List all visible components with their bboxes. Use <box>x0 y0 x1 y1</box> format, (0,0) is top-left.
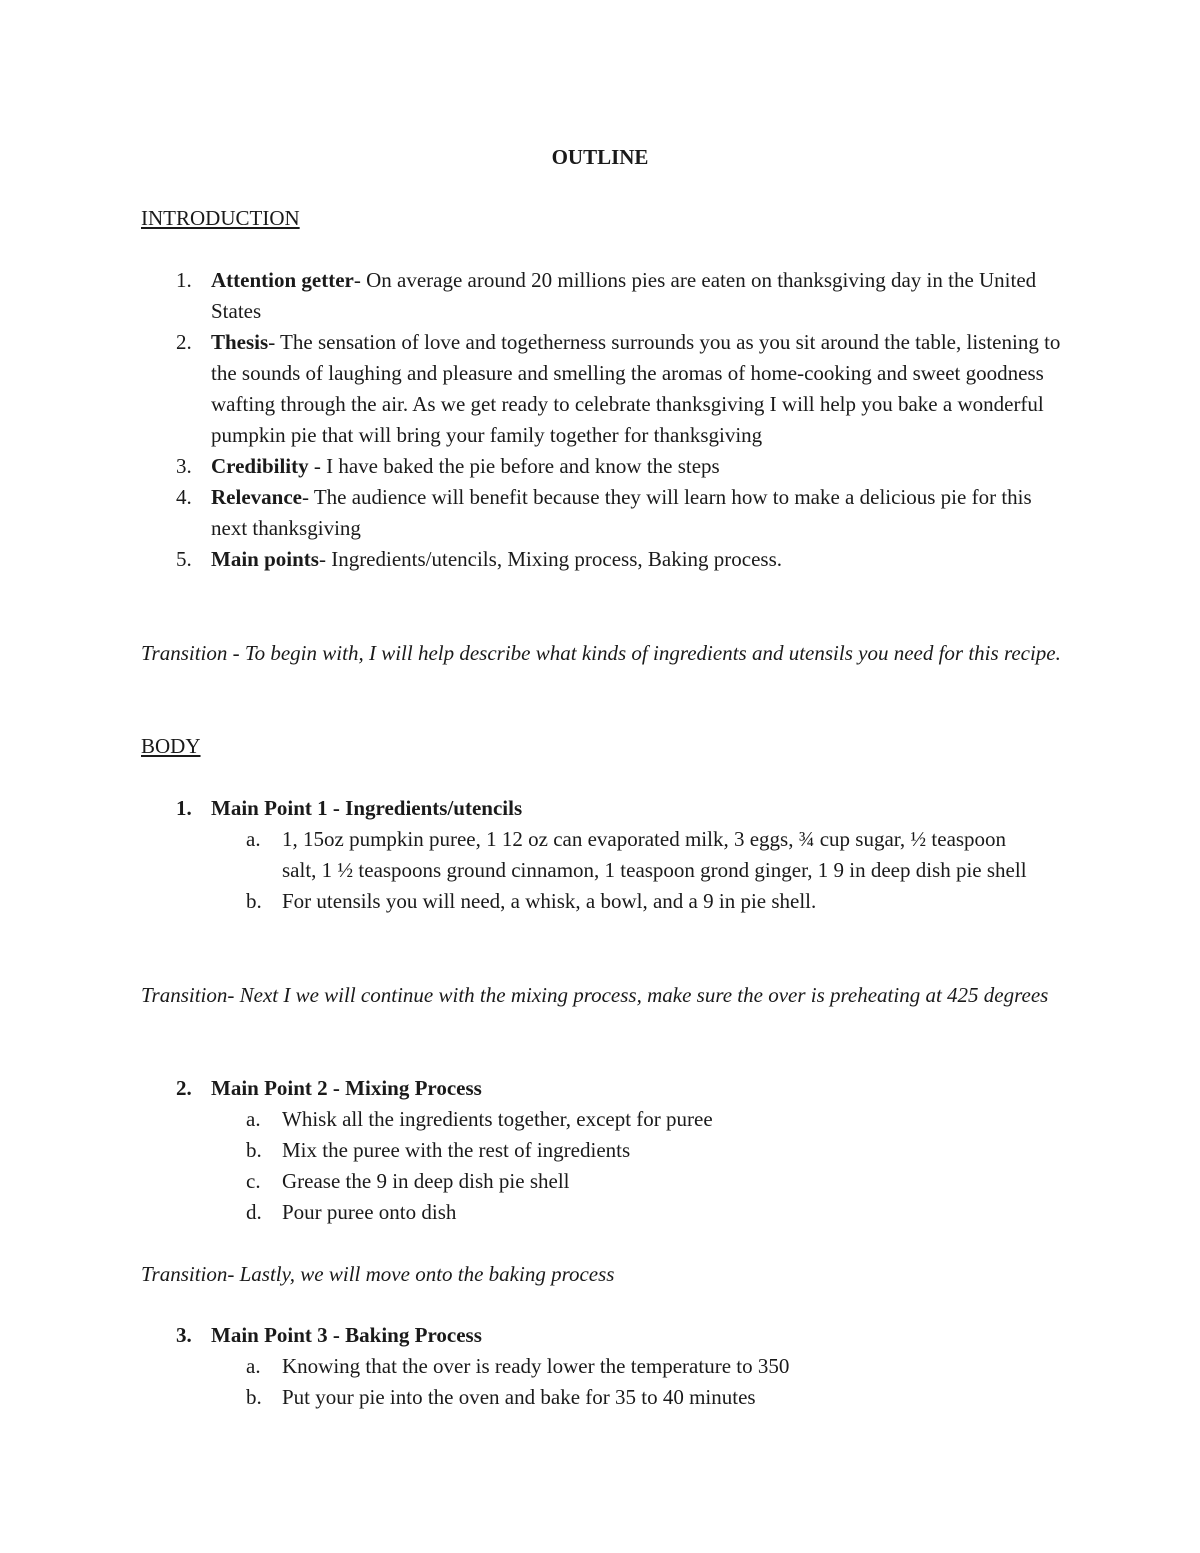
item-text: Knowing that the over is ready lower the temperature to 350 <box>282 1354 790 1378</box>
list-item <box>211 1351 1042 1382</box>
main-point-title: Main Point 2 - Mixing Process <box>211 1076 482 1100</box>
item-number: 2. <box>176 330 192 354</box>
item-text: Whisk all the ingredients together, except for puree <box>282 1107 713 1131</box>
main-point-title: Main Point 3 - Baking Process <box>211 1323 482 1347</box>
item-letter: b. <box>246 1385 262 1409</box>
main-point-1 <box>0 793 1100 917</box>
item-number: 3. <box>176 454 192 478</box>
list-item <box>211 1382 1042 1413</box>
page-title: OUTLINE <box>551 145 649 169</box>
list-item <box>211 1197 1042 1228</box>
item-letter: a. <box>246 1354 261 1378</box>
item-number: 1. <box>176 268 192 292</box>
item-label: Main points <box>211 547 319 571</box>
main-point-number: 1. <box>176 796 192 820</box>
main-point-title-row <box>0 1073 1100 1228</box>
item-letter: a. <box>246 1107 261 1131</box>
item-letter: b. <box>246 1138 262 1162</box>
list-item <box>0 327 1071 451</box>
main-point-sublist <box>211 1104 1100 1228</box>
item-text: Put your pie into the oven and bake for 35 to 40 minutes <box>282 1385 756 1409</box>
list-item <box>211 1104 1042 1135</box>
transition-text: Transition- Lastly, we will move onto the baking process <box>141 1262 615 1286</box>
item-letter: d. <box>246 1200 262 1224</box>
list-item <box>0 482 1071 544</box>
list-item <box>211 1135 1042 1166</box>
item-text: For utensils you will need, a whisk, a bowl, and a 9 in pie shell. <box>282 889 817 913</box>
item-text: Grease the 9 in deep dish pie shell <box>282 1169 570 1193</box>
item-text: - On average around 20 millions pies are eaten on thanksgiving day in the United States <box>211 268 1037 323</box>
item-letter: a. <box>246 827 261 851</box>
item-letter: c. <box>246 1169 261 1193</box>
item-text: - The audience will benefit because they will learn how to make a delicious pie for this next thanksgiving <box>211 485 1032 540</box>
item-letter: b. <box>246 889 262 913</box>
introduction-heading: INTRODUCTION <box>141 206 300 230</box>
item-label: Credibility <box>211 454 309 478</box>
item-text: - Ingredients/utencils, Mixing process, Baking process. <box>318 547 783 571</box>
main-point-2 <box>0 1073 1100 1228</box>
item-text: - I have baked the pie before and know the steps <box>308 454 720 478</box>
item-text: 1, 15oz pumpkin puree, 1 12 oz can evaporated milk, 3 eggs, ¾ cup sugar, ½ teaspoon salt, 1 ½ teaspoons ground cinnamon, 1 teaspoon grond ginger, 1 9 in deep dish pie shell <box>282 827 1027 882</box>
item-text: - The sensation of love and togetherness surrounds you as you sit around the table, listening to the sounds of laughing and pleasure and smelling the aromas of home-cooking and sweet goodness wafting through the air. As we get ready to celebrate thanksgiving I will help you bake a wonderful pumpkin pie that will bring your family together for thanksgiving <box>211 330 1061 447</box>
item-number: 5. <box>176 547 192 571</box>
main-point-sublist <box>211 1351 1100 1413</box>
item-text: Pour puree onto dish <box>282 1200 457 1224</box>
list-item <box>211 824 1042 886</box>
main-point-number: 2. <box>176 1076 192 1100</box>
list-item <box>0 265 1071 327</box>
list-item <box>211 886 1042 917</box>
item-label: Thesis <box>211 330 269 354</box>
main-point-3 <box>0 1320 1100 1413</box>
transition-text: Transition- Next I we will continue with the mixing process, make sure the over is preheating at 425 degrees <box>141 983 1049 1007</box>
main-point-number: 3. <box>176 1323 192 1347</box>
main-point-title-row <box>0 1320 1100 1413</box>
body-heading: BODY <box>141 734 201 758</box>
list-item <box>0 451 1071 482</box>
main-point-sublist <box>211 824 1100 917</box>
item-label: Attention getter <box>211 268 354 292</box>
item-text: Mix the puree with the rest of ingredients <box>282 1138 631 1162</box>
transition-text: Transition - To begin with, I will help describe what kinds of ingredients and utensils you need for this recipe. <box>141 641 1061 665</box>
main-point-title-row <box>0 793 1100 917</box>
list-item <box>0 544 1071 575</box>
list-item <box>211 1166 1042 1197</box>
main-point-title: Main Point 1 - Ingredients/utencils <box>211 796 523 820</box>
item-number: 4. <box>176 485 192 509</box>
item-label: Relevance <box>211 485 302 509</box>
introduction-list <box>0 265 1100 575</box>
